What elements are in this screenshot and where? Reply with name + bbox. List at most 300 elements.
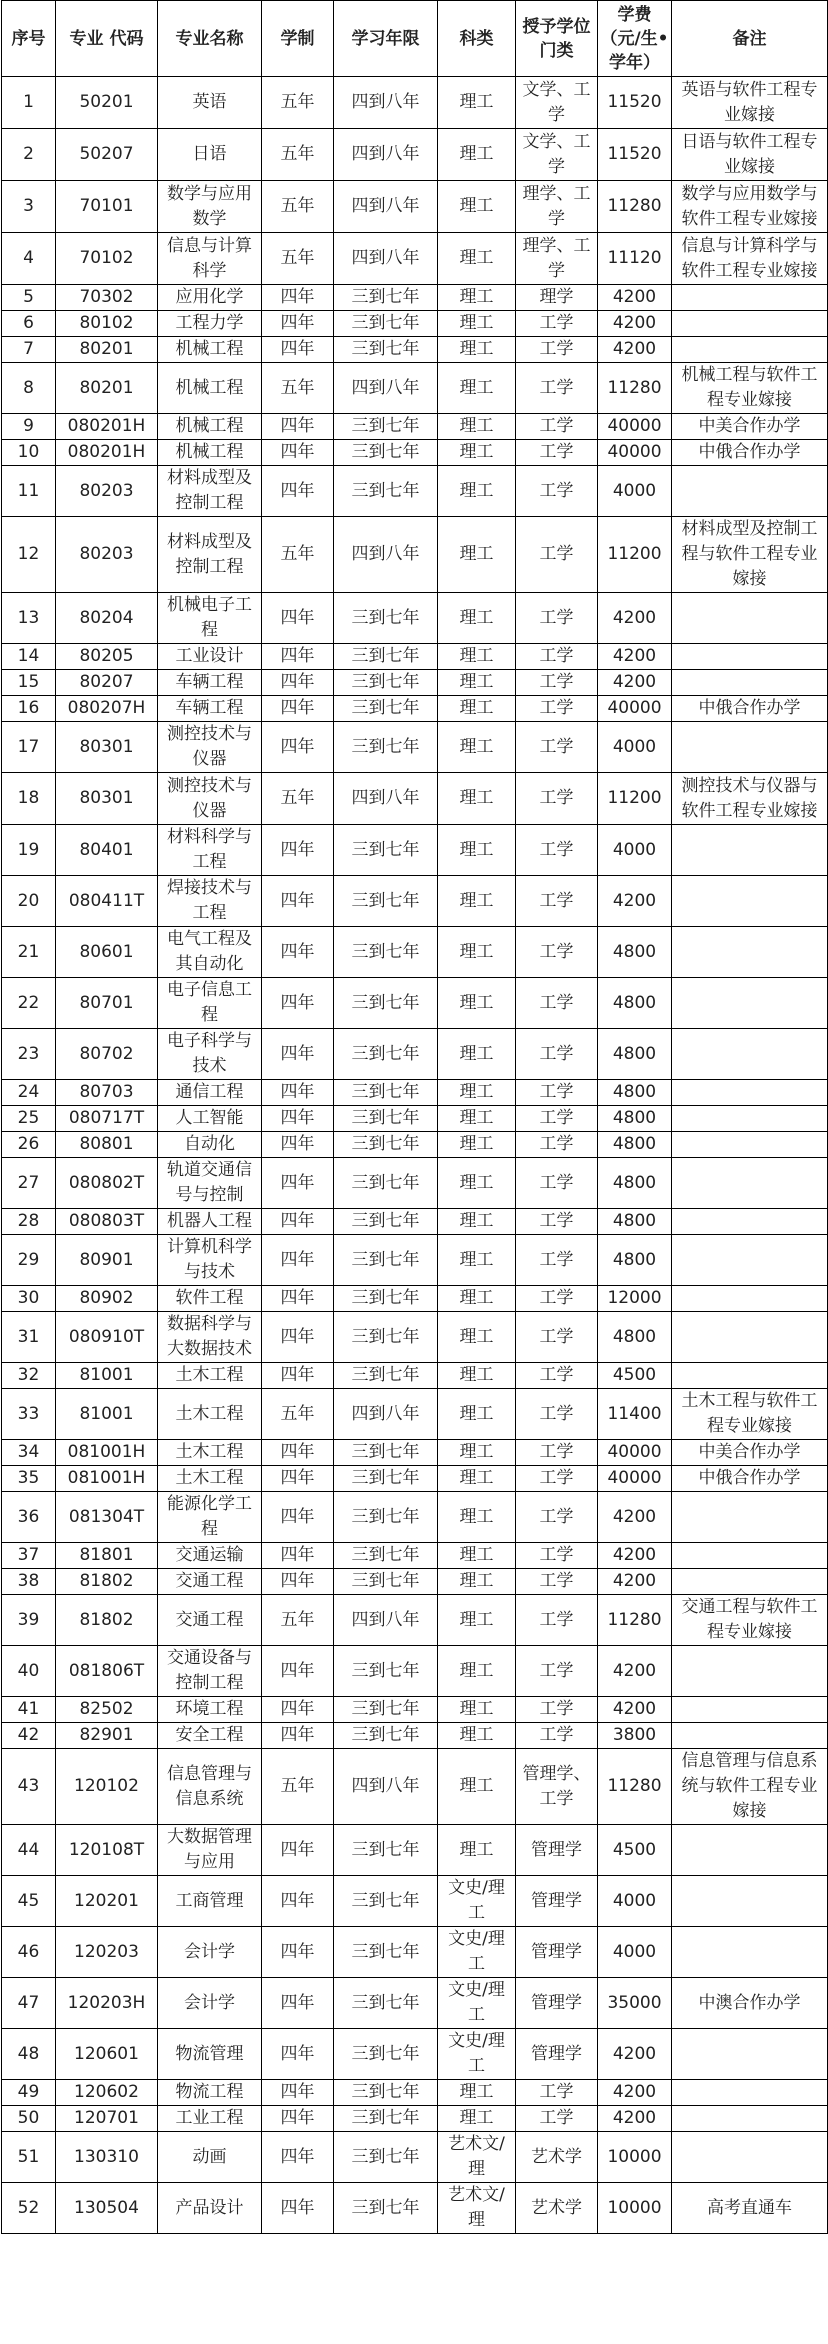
duration-cell: 五年: [262, 773, 334, 825]
category-cell: 理工: [438, 466, 516, 517]
note-cell: [672, 1927, 828, 1978]
category-cell: 理工: [438, 2106, 516, 2132]
note-cell: [672, 1209, 828, 1235]
table-row: [2, 1106, 828, 1132]
index-cell: 45: [2, 1876, 56, 1927]
duration-cell: 五年: [262, 1749, 334, 1825]
note-cell: [672, 2029, 828, 2080]
duration-cell: 五年: [262, 1389, 334, 1440]
code-cell: 80703: [56, 1080, 158, 1106]
table-row: [2, 1029, 828, 1080]
code-cell: 80102: [56, 311, 158, 337]
table-row: [2, 517, 828, 593]
table-row: [2, 77, 828, 129]
category-cell: 理工: [438, 181, 516, 233]
category-cell: 理工: [438, 440, 516, 466]
duration-cell: 四年: [262, 1876, 334, 1927]
category-cell: 理工: [438, 1029, 516, 1080]
major-name-cell: 电子信息工程: [158, 978, 262, 1029]
duration-cell: 四年: [262, 1440, 334, 1466]
code-cell: 120203: [56, 1927, 158, 1978]
category-cell: 理工: [438, 773, 516, 825]
duration-cell: 四年: [262, 1080, 334, 1106]
header-cell: 学费（元/生•学年）: [598, 1, 672, 77]
table-row: [2, 311, 828, 337]
category-cell: 理工: [438, 77, 516, 129]
degree-cell: 工学: [516, 927, 598, 978]
duration-cell: 四年: [262, 414, 334, 440]
degree-cell: 工学: [516, 1235, 598, 1286]
note-cell: [672, 1132, 828, 1158]
degree-cell: 工学: [516, 440, 598, 466]
tuition-cell: 4200: [598, 1697, 672, 1723]
table-row: [2, 1286, 828, 1312]
code-cell: 080803T: [56, 1209, 158, 1235]
index-cell: 29: [2, 1235, 56, 1286]
category-cell: 理工: [438, 1569, 516, 1595]
tuition-cell: 4800: [598, 1312, 672, 1363]
major-name-cell: 物流管理: [158, 2029, 262, 2080]
table-row: [2, 1235, 828, 1286]
code-cell: 080802T: [56, 1158, 158, 1209]
table-row: [2, 593, 828, 644]
note-cell: [672, 1106, 828, 1132]
study-years-cell: 三到七年: [334, 1978, 438, 2029]
code-cell: 081304T: [56, 1492, 158, 1543]
code-cell: 080207H: [56, 696, 158, 722]
table-row: [2, 773, 828, 825]
note-cell: [672, 722, 828, 773]
degree-cell: 工学: [516, 978, 598, 1029]
duration-cell: 四年: [262, 440, 334, 466]
tuition-cell: 11280: [598, 1749, 672, 1825]
tuition-cell: 4200: [598, 311, 672, 337]
index-cell: 50: [2, 2106, 56, 2132]
tuition-cell: 4500: [598, 1825, 672, 1876]
category-cell: 理工: [438, 1209, 516, 1235]
major-name-cell: 通信工程: [158, 1080, 262, 1106]
study-years-cell: 三到七年: [334, 1927, 438, 1978]
index-cell: 52: [2, 2183, 56, 2234]
note-cell: 机械工程与软件工程专业嫁接: [672, 363, 828, 414]
category-cell: 理工: [438, 233, 516, 285]
index-cell: 33: [2, 1389, 56, 1440]
degree-cell: 工学: [516, 1132, 598, 1158]
major-name-cell: 土木工程: [158, 1466, 262, 1492]
code-cell: 70101: [56, 181, 158, 233]
code-cell: 120602: [56, 2080, 158, 2106]
index-cell: 9: [2, 414, 56, 440]
code-cell: 080910T: [56, 1312, 158, 1363]
table-row: [2, 722, 828, 773]
category-cell: 理工: [438, 129, 516, 181]
duration-cell: 四年: [262, 2106, 334, 2132]
table-row: [2, 2183, 828, 2234]
major-name-cell: 能源化学工程: [158, 1492, 262, 1543]
duration-cell: 四年: [262, 593, 334, 644]
degree-cell: 文学、工学: [516, 129, 598, 181]
index-cell: 8: [2, 363, 56, 414]
category-cell: 理工: [438, 825, 516, 876]
code-cell: 80301: [56, 722, 158, 773]
note-cell: [672, 285, 828, 311]
category-cell: 文史/理工: [438, 1927, 516, 1978]
note-cell: [672, 1646, 828, 1697]
header-cell: 备注: [672, 1, 828, 77]
table-row: [2, 285, 828, 311]
tuition-cell: 4800: [598, 1029, 672, 1080]
study-years-cell: 三到七年: [334, 1312, 438, 1363]
table-row: [2, 1978, 828, 2029]
code-cell: 120102: [56, 1749, 158, 1825]
tuition-cell: 4200: [598, 1543, 672, 1569]
note-cell: [672, 1825, 828, 1876]
study-years-cell: 三到七年: [334, 311, 438, 337]
tuition-cell: 4200: [598, 2106, 672, 2132]
major-name-cell: 材料科学与工程: [158, 825, 262, 876]
index-cell: 17: [2, 722, 56, 773]
tuition-cell: 11520: [598, 129, 672, 181]
study-years-cell: 四到八年: [334, 517, 438, 593]
degree-cell: 工学: [516, 825, 598, 876]
table-row: [2, 233, 828, 285]
index-cell: 32: [2, 1363, 56, 1389]
index-cell: 34: [2, 1440, 56, 1466]
study-years-cell: 三到七年: [334, 1825, 438, 1876]
study-years-cell: 三到七年: [334, 644, 438, 670]
category-cell: 理工: [438, 363, 516, 414]
table-row: [2, 363, 828, 414]
index-cell: 20: [2, 876, 56, 927]
code-cell: 80901: [56, 1235, 158, 1286]
category-cell: 文史/理工: [438, 1978, 516, 2029]
table-row: [2, 1158, 828, 1209]
note-cell: [672, 1569, 828, 1595]
table-row: [2, 1569, 828, 1595]
tuition-cell: 11280: [598, 363, 672, 414]
table-row: [2, 129, 828, 181]
code-cell: 81801: [56, 1543, 158, 1569]
duration-cell: 四年: [262, 1927, 334, 1978]
note-cell: [672, 311, 828, 337]
category-cell: 理工: [438, 1235, 516, 1286]
duration-cell: 五年: [262, 129, 334, 181]
category-cell: 理工: [438, 1543, 516, 1569]
index-cell: 38: [2, 1569, 56, 1595]
note-cell: [672, 1363, 828, 1389]
note-cell: [672, 1312, 828, 1363]
index-cell: 25: [2, 1106, 56, 1132]
code-cell: 080717T: [56, 1106, 158, 1132]
degree-cell: 工学: [516, 644, 598, 670]
tuition-cell: 4500: [598, 1363, 672, 1389]
index-cell: 30: [2, 1286, 56, 1312]
degree-cell: 工学: [516, 876, 598, 927]
degree-cell: 管理学、工学: [516, 1749, 598, 1825]
category-cell: 文史/理工: [438, 1876, 516, 1927]
category-cell: 理工: [438, 311, 516, 337]
tuition-cell: 4200: [598, 2080, 672, 2106]
major-name-cell: 动画: [158, 2132, 262, 2183]
table-row: [2, 337, 828, 363]
degree-cell: 工学: [516, 1440, 598, 1466]
code-cell: 081806T: [56, 1646, 158, 1697]
study-years-cell: 四到八年: [334, 1389, 438, 1440]
tuition-cell: 4200: [598, 670, 672, 696]
code-cell: 120701: [56, 2106, 158, 2132]
note-cell: [672, 1080, 828, 1106]
tuition-cell: 4200: [598, 876, 672, 927]
duration-cell: 四年: [262, 285, 334, 311]
major-name-cell: 轨道交通信号与控制: [158, 1158, 262, 1209]
category-cell: 理工: [438, 644, 516, 670]
code-cell: 80701: [56, 978, 158, 1029]
code-cell: 50207: [56, 129, 158, 181]
study-years-cell: 四到八年: [334, 1595, 438, 1646]
note-cell: [672, 2132, 828, 2183]
table-row: [2, 644, 828, 670]
study-years-cell: 四到八年: [334, 181, 438, 233]
note-cell: [672, 978, 828, 1029]
index-cell: 13: [2, 593, 56, 644]
note-cell: [672, 1876, 828, 1927]
study-years-cell: 三到七年: [334, 1132, 438, 1158]
duration-cell: 四年: [262, 466, 334, 517]
table-row: [2, 1132, 828, 1158]
category-cell: 理工: [438, 696, 516, 722]
duration-cell: 五年: [262, 363, 334, 414]
duration-cell: 四年: [262, 1569, 334, 1595]
major-name-cell: 土木工程: [158, 1363, 262, 1389]
tuition-cell: 4200: [598, 337, 672, 363]
duration-cell: 四年: [262, 722, 334, 773]
duration-cell: 四年: [262, 1286, 334, 1312]
tuition-cell: 4000: [598, 722, 672, 773]
table-row: [2, 440, 828, 466]
table-row: [2, 1389, 828, 1440]
tuition-cell: 11400: [598, 1389, 672, 1440]
index-cell: 6: [2, 311, 56, 337]
study-years-cell: 三到七年: [334, 1440, 438, 1466]
category-cell: 理工: [438, 1749, 516, 1825]
code-cell: 120203H: [56, 1978, 158, 2029]
code-cell: 82502: [56, 1697, 158, 1723]
code-cell: 080411T: [56, 876, 158, 927]
major-name-cell: 车辆工程: [158, 670, 262, 696]
degree-cell: 理学、工学: [516, 181, 598, 233]
index-cell: 24: [2, 1080, 56, 1106]
major-name-cell: 土木工程: [158, 1440, 262, 1466]
code-cell: 82901: [56, 1723, 158, 1749]
category-cell: 理工: [438, 414, 516, 440]
note-cell: 交通工程与软件工程专业嫁接: [672, 1595, 828, 1646]
major-name-cell: 机械工程: [158, 414, 262, 440]
study-years-cell: 三到七年: [334, 1080, 438, 1106]
tuition-cell: 4800: [598, 1106, 672, 1132]
tuition-cell: 4800: [598, 1158, 672, 1209]
duration-cell: 四年: [262, 1209, 334, 1235]
study-years-cell: 三到七年: [334, 337, 438, 363]
category-cell: 理工: [438, 1080, 516, 1106]
study-years-cell: 三到七年: [334, 1492, 438, 1543]
note-cell: 高考直通车: [672, 2183, 828, 2234]
study-years-cell: 三到七年: [334, 1876, 438, 1927]
degree-cell: 工学: [516, 414, 598, 440]
index-cell: 2: [2, 129, 56, 181]
code-cell: 80201: [56, 363, 158, 414]
duration-cell: 四年: [262, 1492, 334, 1543]
tuition-cell: 4000: [598, 466, 672, 517]
category-cell: 理工: [438, 2080, 516, 2106]
study-years-cell: 四到八年: [334, 363, 438, 414]
study-years-cell: 三到七年: [334, 722, 438, 773]
duration-cell: 四年: [262, 1543, 334, 1569]
code-cell: 081001H: [56, 1440, 158, 1466]
duration-cell: 四年: [262, 2132, 334, 2183]
table-row: [2, 876, 828, 927]
category-cell: 理工: [438, 1106, 516, 1132]
tuition-cell: 4000: [598, 1876, 672, 1927]
category-cell: 理工: [438, 1363, 516, 1389]
code-cell: 80203: [56, 466, 158, 517]
degree-cell: 工学: [516, 1312, 598, 1363]
header-cell: 专业 代码: [56, 1, 158, 77]
table-row: [2, 1312, 828, 1363]
code-cell: 130310: [56, 2132, 158, 2183]
table-row: [2, 825, 828, 876]
header-cell: 授予学位门类: [516, 1, 598, 77]
major-name-cell: 人工智能: [158, 1106, 262, 1132]
header-cell: 序号: [2, 1, 56, 77]
degree-cell: 工学: [516, 363, 598, 414]
degree-cell: 文学、工学: [516, 77, 598, 129]
note-cell: [672, 1492, 828, 1543]
major-name-cell: 物流工程: [158, 2080, 262, 2106]
table-row: [2, 1723, 828, 1749]
major-name-cell: 材料成型及控制工程: [158, 517, 262, 593]
category-cell: 文史/理工: [438, 2029, 516, 2080]
degree-cell: 工学: [516, 1595, 598, 1646]
duration-cell: 五年: [262, 181, 334, 233]
study-years-cell: 四到八年: [334, 773, 438, 825]
note-cell: [672, 1029, 828, 1080]
category-cell: 理工: [438, 1286, 516, 1312]
note-cell: 中俄合作办学: [672, 1466, 828, 1492]
degree-cell: 工学: [516, 1286, 598, 1312]
code-cell: 70102: [56, 233, 158, 285]
note-cell: 中俄合作办学: [672, 440, 828, 466]
duration-cell: 四年: [262, 2029, 334, 2080]
duration-cell: 四年: [262, 1646, 334, 1697]
study-years-cell: 三到七年: [334, 2080, 438, 2106]
degree-cell: 工学: [516, 311, 598, 337]
study-years-cell: 三到七年: [334, 670, 438, 696]
code-cell: 80702: [56, 1029, 158, 1080]
degree-cell: 管理学: [516, 1825, 598, 1876]
category-cell: 理工: [438, 1697, 516, 1723]
tuition-cell: 4800: [598, 1209, 672, 1235]
duration-cell: 四年: [262, 1825, 334, 1876]
study-years-cell: 三到七年: [334, 825, 438, 876]
code-cell: 80801: [56, 1132, 158, 1158]
note-cell: [672, 2106, 828, 2132]
study-years-cell: 三到七年: [334, 1569, 438, 1595]
study-years-cell: 三到七年: [334, 1466, 438, 1492]
study-years-cell: 三到七年: [334, 1646, 438, 1697]
index-cell: 44: [2, 1825, 56, 1876]
table-row: [2, 1595, 828, 1646]
tuition-cell: 40000: [598, 440, 672, 466]
study-years-cell: 三到七年: [334, 2132, 438, 2183]
duration-cell: 五年: [262, 233, 334, 285]
major-name-cell: 交通运输: [158, 1543, 262, 1569]
major-name-cell: 交通工程: [158, 1569, 262, 1595]
table-row: [2, 1697, 828, 1723]
tuition-cell: 4800: [598, 1132, 672, 1158]
duration-cell: 四年: [262, 1029, 334, 1080]
code-cell: 80201: [56, 337, 158, 363]
index-cell: 39: [2, 1595, 56, 1646]
code-cell: 80401: [56, 825, 158, 876]
index-cell: 41: [2, 1697, 56, 1723]
major-name-cell: 信息管理与信息系统: [158, 1749, 262, 1825]
index-cell: 18: [2, 773, 56, 825]
duration-cell: 四年: [262, 978, 334, 1029]
study-years-cell: 三到七年: [334, 593, 438, 644]
note-cell: 英语与软件工程专业嫁接: [672, 77, 828, 129]
degree-cell: 工学: [516, 1492, 598, 1543]
note-cell: 信息与计算科学与软件工程专业嫁接: [672, 233, 828, 285]
table-row: [2, 1749, 828, 1825]
duration-cell: 四年: [262, 1132, 334, 1158]
major-name-cell: 计算机科学与技术: [158, 1235, 262, 1286]
note-cell: [672, 927, 828, 978]
note-cell: [672, 1235, 828, 1286]
category-cell: 理工: [438, 978, 516, 1029]
study-years-cell: 三到七年: [334, 2029, 438, 2080]
tuition-cell: 3800: [598, 1723, 672, 1749]
degree-cell: 工学: [516, 1029, 598, 1080]
major-name-cell: 应用化学: [158, 285, 262, 311]
study-years-cell: 三到七年: [334, 1723, 438, 1749]
duration-cell: 四年: [262, 696, 334, 722]
degree-cell: 工学: [516, 1543, 598, 1569]
duration-cell: 五年: [262, 1595, 334, 1646]
category-cell: 理工: [438, 1132, 516, 1158]
code-cell: 081001H: [56, 1466, 158, 1492]
major-name-cell: 交通工程: [158, 1595, 262, 1646]
table-row: [2, 670, 828, 696]
tuition-cell: 4200: [598, 1646, 672, 1697]
index-cell: 26: [2, 1132, 56, 1158]
code-cell: 80601: [56, 927, 158, 978]
degree-cell: 工学: [516, 1363, 598, 1389]
degree-cell: 理学、工学: [516, 233, 598, 285]
duration-cell: 四年: [262, 927, 334, 978]
study-years-cell: 三到七年: [334, 414, 438, 440]
degree-cell: 工学: [516, 1158, 598, 1209]
index-cell: 36: [2, 1492, 56, 1543]
table-row: [2, 696, 828, 722]
degree-cell: 工学: [516, 1389, 598, 1440]
category-cell: 理工: [438, 285, 516, 311]
duration-cell: 四年: [262, 1466, 334, 1492]
table-row: [2, 466, 828, 517]
note-cell: 中美合作办学: [672, 1440, 828, 1466]
code-cell: 81802: [56, 1595, 158, 1646]
note-cell: [672, 825, 828, 876]
study-years-cell: 三到七年: [334, 1235, 438, 1286]
